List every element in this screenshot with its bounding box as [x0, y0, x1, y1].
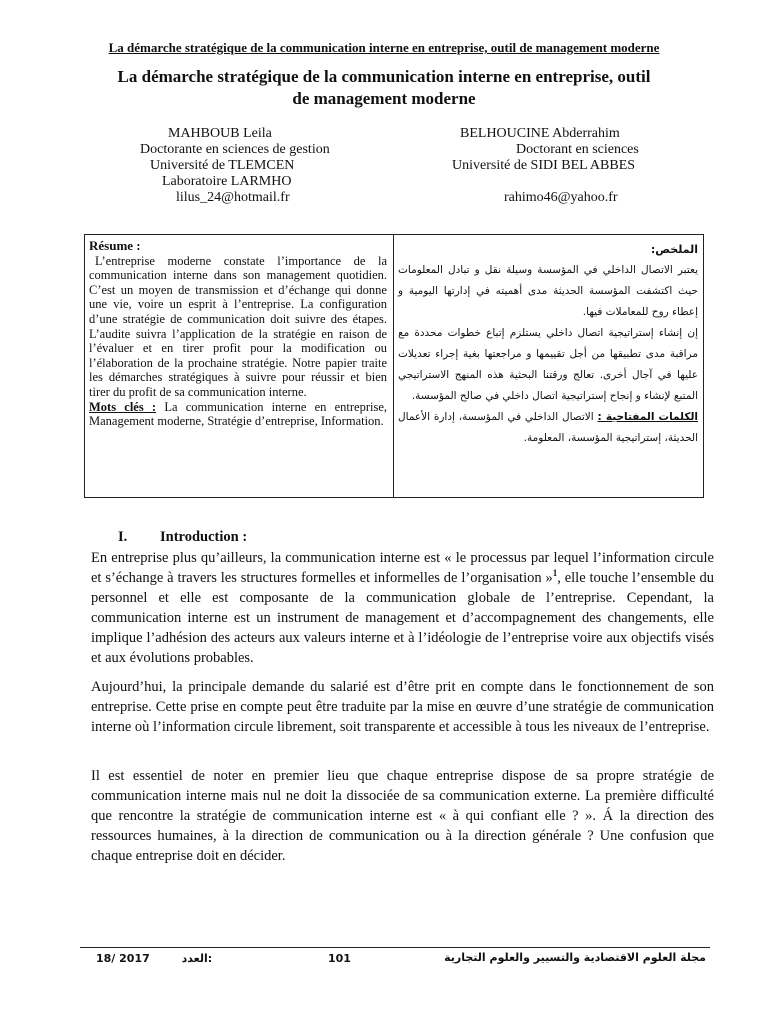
abstract-table: [84, 234, 704, 498]
author-email: lilus_24@hotmail.fr: [176, 190, 290, 205]
keywords-text: الاتصال الداخلي في المؤسسة، إدارة الأعمال الحديثة، إستراتيجية المؤسسة، المعلومة.: [398, 411, 698, 444]
paragraph-text: En entreprise plus qu’ailleurs, la communication interne est « le processus par lequel l’information circule et s’échange à travers les structures formelles et informelles de l’organisation »: [91, 550, 714, 586]
journal-name: مجلة العلوم الاقتصادية والتسيير والعلوم التجارية: [444, 951, 706, 964]
running-header: La démarche stratégique de la communication interne en entreprise, outil de management moderne: [108, 40, 660, 55]
author-role: Doctorant en sciences: [516, 142, 639, 157]
abstract-arabic: [398, 239, 698, 449]
abstract-french: [89, 239, 387, 429]
abstract-heading: Résume :: [89, 238, 141, 253]
column-divider: [393, 235, 394, 497]
author-role: Doctorante en sciences de gestion: [140, 142, 330, 157]
footer-issue: [96, 952, 212, 965]
abstract-body: L’entreprise moderne constate l’importance de la communication interne dans son management quotidien. C’est un moyen de transmission et d’échange qui donne une vie, voire un esprit à l’entreprise. La configuration d’une stratégie de communication doit suivre des étapes. L’audite suivra l’application de la stratégie en raison de l’évaluer et en tirer profit pour la modification ou l’élaboration de la prochaine stratégie. Notre papier traite les démarches stratégiques à suivre pour réussir et bien tirer du profit de sa communication interne.: [89, 253, 387, 399]
abstract-body-1: يعتبر الاتصال الداخلي في المؤسسة وسيلة نقل و تبادل المعلومات حيث اكتشفت المؤسسة الحديثة مدى أهميته في إدارتها اليومية و إعطاء روح للمعاملات فيها.: [398, 264, 698, 318]
paragraph-3: Il est essentiel de noter en premier lieu que chaque entreprise dispose de sa propre stratégie de communication interne mais nul ne doit la dissociée de sa communication externe. La première difficulté que rencontre la stratégie de communication interne est « à qui confiant elle ? ». Á la direction des ressources humaines, à la direction de communication ou à la direction générale ? Une confusion que chaque entreprise doit en décider.: [91, 768, 714, 864]
author-university: Université de TLEMCEN: [150, 158, 295, 173]
page-number: 101: [328, 952, 351, 965]
section-title: Introduction :: [160, 529, 248, 545]
title-line-1: La démarche stratégique de la communication interne en entreprise, outil: [117, 67, 651, 86]
abstract-heading: الملخص:: [650, 243, 698, 256]
keywords-text: La communication interne en entreprise, Management moderne, Stratégie d’entreprise, Information.: [89, 399, 388, 429]
footnote-marker[interactable]: 1: [552, 568, 558, 579]
author-block-right: [450, 126, 710, 206]
abstract-body-2: إن إنشاء إستراتيجية اتصال داخلي يستلزم إتباع خطوات محددة مع مراقبة مدى تطبيقها من أجل تقييمها و مراجعتها بغية إجراء تعديلات عليها في آجال أخرى. تعالج ورقتنا البحثية هذه المنهج الاستراتيجي المتبع لإنشاء و إنجاح إستراتيجية اتصال داخلي في صالح المؤسسة.: [398, 327, 698, 402]
issue-label: العدد:: [181, 952, 213, 965]
footer-rule: [80, 947, 710, 948]
keywords-label: الكلمات المفتاحية :: [597, 411, 698, 423]
keywords: [398, 407, 698, 449]
section-heading: [118, 529, 247, 546]
paper-title: [100, 66, 668, 110]
paragraph-1: [91, 548, 714, 668]
author-university: Université de SIDI BEL ABBES: [452, 158, 636, 173]
paragraph-2: Aujourd’hui, la principale demande du salarié est d’être prit en compte dans le fonctionnement de son entreprise. Cette prise en compte peut être traduite par la mise en œuvre d’une stratégie de communication interne où l’information circule librement, soit transparente et accessible à tous les niveaux de l’entreprise.: [91, 679, 714, 735]
title-line-2: de management moderne: [292, 89, 476, 108]
keywords: [89, 400, 387, 429]
author-email: rahimo46@yahoo.fr: [504, 190, 618, 205]
author-name: MAHBOUB Leila: [168, 126, 272, 141]
author-name: BELHOUCINE Abderrahim: [460, 126, 620, 141]
issue-value: 18/ 2017: [96, 952, 150, 965]
section-number: I.: [118, 529, 128, 545]
author-block-left: [140, 126, 400, 206]
author-lab: Laboratoire LARMHO: [162, 174, 292, 189]
keywords-label: Mots clés :: [89, 399, 157, 414]
paragraph-text: , elle touche l’ensemble du personnel et elle est composante de la communication globale de l’entreprise. Cependant, la communication interne est un instrument de management et d’accompagnement des changements, elle implique l’adhésion des acteurs aux valeurs interne et à l’idéologie de l’entreprise voire aux objectifs visés et aux évolutions probables.: [91, 570, 714, 666]
